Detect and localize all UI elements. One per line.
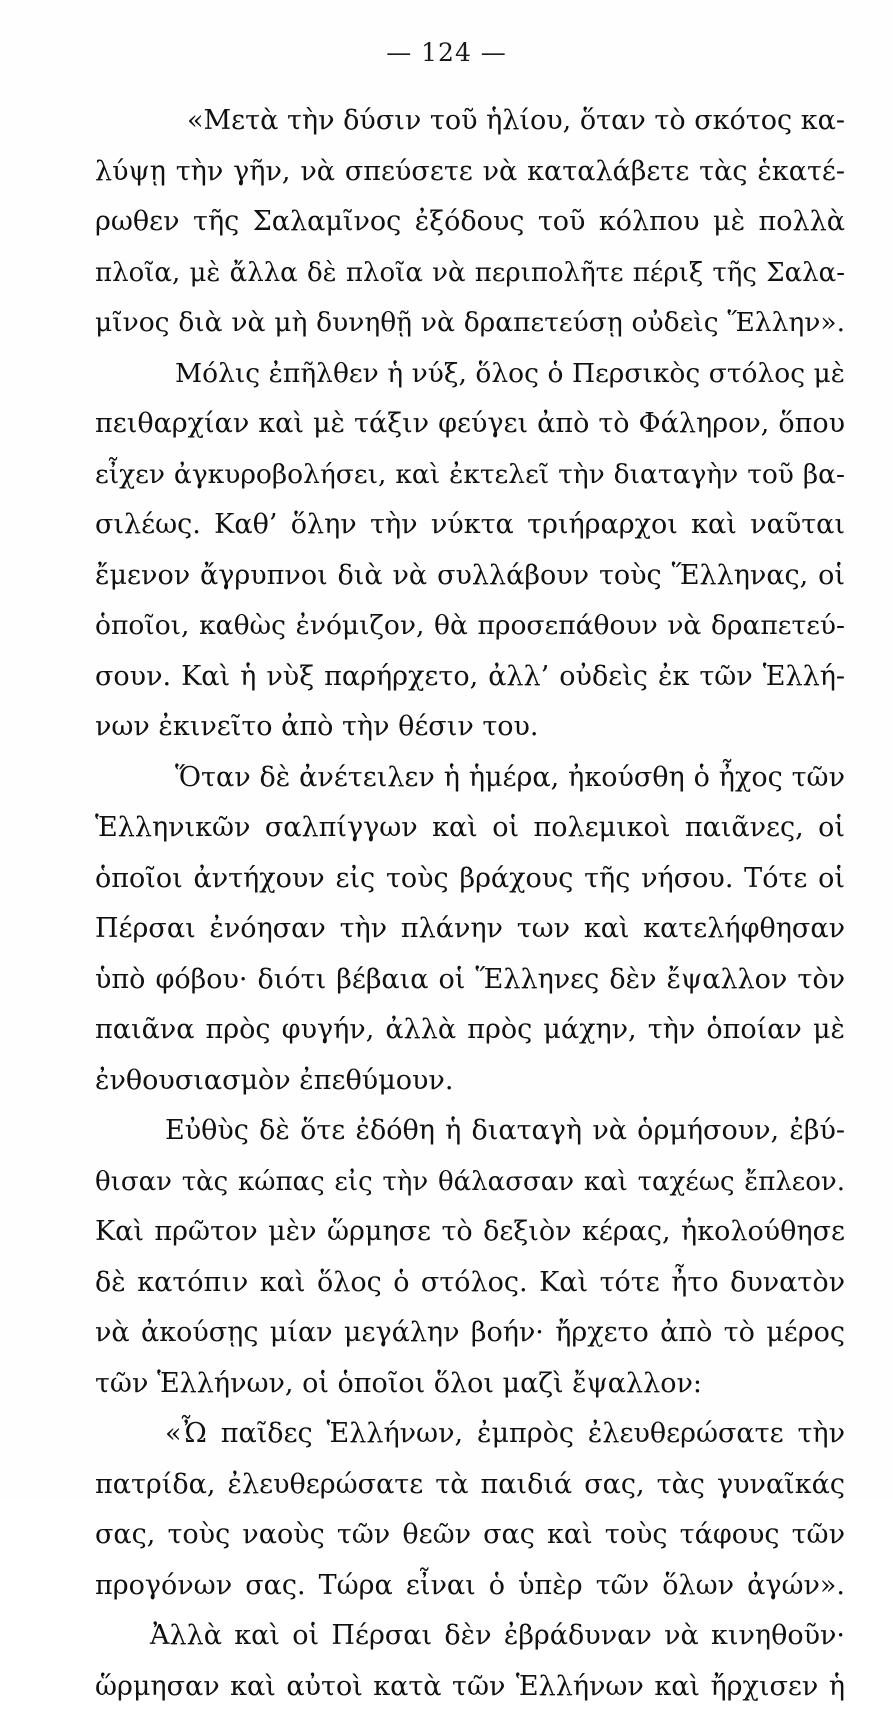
text-line: «Μετὰ τὴν δύσιν τοῦ ἡλίου, ὅταν τὸ σκότος κα- <box>95 96 845 147</box>
text-line: λύψῃ τὴν γῆν, νὰ σπεύσετε νὰ καταλάβετε τὰς ἑκατέ- <box>95 147 845 198</box>
text-line: ὑπὸ φόβου· διότι βέβαια οἱ Ἕλληνες δὲν ἔψαλλον τὸν <box>95 955 845 1006</box>
text-line: ρωθεν τῆς Σαλαμῖνος ἐξόδους τοῦ κόλπου μὲ πολλὰ <box>95 197 845 248</box>
text-line: θισαν τὰς κώπας εἰς τὴν θάλασσαν καὶ ταχέως ἔπλεον. <box>95 1157 845 1208</box>
text-line: μῖνος διὰ νὰ μὴ δυνηθῇ νὰ δραπετεύσῃ οὐδεὶς Ἕλλην». <box>95 298 845 349</box>
text-line: εἶχεν ἀγκυροβολήσει, καὶ ἐκτελεῖ τὴν διαταγὴν τοῦ βα- <box>95 450 845 501</box>
text-line: «Ὦ παῖδες Ἑλλήνων, ἐμπρὸς ἐλευθερώσατε τὴν <box>95 1409 845 1460</box>
text-line: ὥρμησαν καὶ αὐτοὶ κατὰ τῶν Ἑλλήνων καὶ ἤρχισεν ἡ <box>95 1662 845 1712</box>
text-line: πατρίδα, ἐλευθερώσατε τὰ παιδιά σας, τὰς γυναῖκάς <box>95 1460 845 1511</box>
page-number: — 124 — <box>0 38 893 67</box>
text-line: νων ἐκινεῖτο ἀπὸ τὴν θέσιν του. <box>95 702 845 753</box>
text-line: δὲ κατόπιν καὶ ὅλος ὁ στόλος. Καὶ τότε ἦτο δυνατὸν <box>95 1258 845 1309</box>
text-line: Ἀλλὰ καὶ οἱ Πέρσαι δὲν ἐβράδυναν νὰ κινηθοῦν· <box>95 1611 845 1662</box>
text-line: πλοῖα, μὲ ἄλλα δὲ πλοῖα νὰ περιπολῆτε πέριξ τῆς Σαλα- <box>95 248 845 299</box>
text-line: Εὐθὺς δὲ ὅτε ἐδόθη ἡ διαταγὴ νὰ ὁρμήσουν, ἐβύ- <box>95 1106 845 1157</box>
text-line: προγόνων σας. Τώρα εἶναι ὁ ὑπὲρ τῶν ὅλων ἀγών». <box>95 1561 845 1612</box>
text-line: Πέρσαι ἐνόησαν τὴν πλάνην των καὶ κατελήφθησαν <box>95 904 845 955</box>
text-line: ὁποῖοι ἀντήχουν εἰς τοὺς βράχους τῆς νήσου. Τότε οἱ <box>95 854 845 905</box>
text-line: Ὅταν δὲ ἀνέτειλεν ἡ ἡμέρα, ἠκούσθη ὁ ἦχος τῶν <box>95 753 845 804</box>
text-line: ἔμενον ἄγρυπνοι διὰ νὰ συλλάβουν τοὺς Ἕλληνας, οἱ <box>95 551 845 602</box>
text-line: νὰ ἀκούσῃς μίαν μεγάλην βοήν· ἤρχετο ἀπὸ τὸ μέρος <box>95 1308 845 1359</box>
text-line: τῶν Ἑλλήνων, οἱ ὁποῖοι ὅλοι μαζὶ ἔψαλλον: <box>95 1359 845 1410</box>
body-text <box>95 96 845 1712</box>
text-line: Μόλις ἐπῆλθεν ἡ νύξ, ὅλος ὁ Περσικὸς στόλος μὲ <box>95 349 845 400</box>
text-line: Καὶ πρῶτον μὲν ὥρμησε τὸ δεξιὸν κέρας, ἠκολούθησε <box>95 1207 845 1258</box>
text-line: παιᾶνα πρὸς φυγήν, ἀλλὰ πρὸς μάχην, τὴν ὁποίαν μὲ <box>95 1005 845 1056</box>
text-line: Ἑλληνικῶν σαλπίγγων καὶ οἱ πολεμικοὶ παιᾶνες, οἱ <box>95 803 845 854</box>
text-line: σας, τοὺς ναοὺς τῶν θεῶν σας καὶ τοὺς τάφους τῶν <box>95 1510 845 1561</box>
text-line: ὁποῖοι, καθὼς ἐνόμιζον, θὰ προσεπάθουν νὰ δραπετεύ- <box>95 601 845 652</box>
text-line: πειθαρχίαν καὶ μὲ τάξιν φεύγει ἀπὸ τὸ Φάληρον, ὅπου <box>95 399 845 450</box>
text-line: σιλέως. Καθ’ ὅλην τὴν νύκτα τριήραρχοι καὶ ναῦται <box>95 500 845 551</box>
text-line: σουν. Καὶ ἡ νὺξ παρήρχετο, ἀλλ’ οὐδεὶς ἐκ τῶν Ἑλλή- <box>95 652 845 703</box>
text-line: ἐνθουσιασμὸν ἐπεθύμουν. <box>95 1056 845 1107</box>
